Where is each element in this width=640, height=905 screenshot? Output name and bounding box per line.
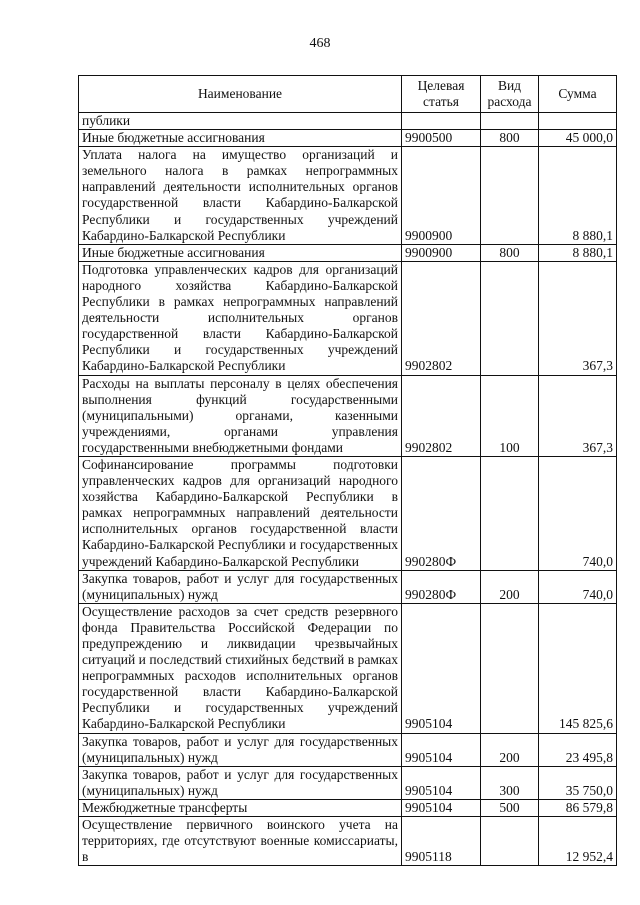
cell-sum: 45 000,0 [539, 130, 617, 147]
cell-code: 9905104 [402, 603, 481, 733]
cell-sum: 8 880,1 [539, 147, 617, 245]
table-row [79, 130, 617, 147]
cell-name: Софинансирование программы подготовки управленческих кадров для организаций народного хозяйства Кабардино-Балкарской Республики в рамках непрограммных направлений деятельности исполнительных органов государственной власти Кабардино-Балкарской Республики и государственных учреждений Кабардино-Балкарской Республики [79, 456, 402, 570]
table-body [79, 113, 617, 866]
table-row [79, 603, 617, 733]
cell-type: 200 [481, 570, 539, 603]
cell-type: 500 [481, 799, 539, 816]
table-row [79, 799, 617, 816]
cell-sum: 8 880,1 [539, 244, 617, 261]
cell-code: 9900500 [402, 130, 481, 147]
cell-sum: 367,3 [539, 375, 617, 456]
cell-code: 9905118 [402, 817, 481, 866]
cell-sum: 740,0 [539, 570, 617, 603]
cell-sum: 740,0 [539, 456, 617, 570]
cell-code: 9902802 [402, 375, 481, 456]
cell-type [481, 113, 539, 130]
table-row [79, 375, 617, 456]
page-number: 468 [309, 36, 331, 51]
cell-sum: 12 952,4 [539, 817, 617, 866]
table-row [79, 570, 617, 603]
cell-type: 200 [481, 733, 539, 766]
cell-name: Иные бюджетные ассигнования [79, 244, 402, 261]
cell-code: 9905104 [402, 799, 481, 816]
cell-code: 9905104 [402, 733, 481, 766]
cell-name: Подготовка управленческих кадров для организаций народного хозяйства Кабардино-Балкарской Республики в рамках непрограммных направлений деятельности исполнительных органов государственной власти Кабардино-Балкарской Республики и государственных учреждений Кабардино-Балкарской Республики [79, 261, 402, 375]
table-row [79, 817, 617, 866]
cell-name: Закупка товаров, работ и услуг для государственных (муниципальных) нужд [79, 733, 402, 766]
cell-code: 9900900 [402, 244, 481, 261]
table-row [79, 113, 617, 130]
cell-sum: 35 750,0 [539, 766, 617, 799]
column-header-sum: Сумма [539, 76, 617, 113]
cell-name: публики [79, 113, 402, 130]
table-row [79, 244, 617, 261]
table-row [79, 766, 617, 799]
cell-type: 800 [481, 244, 539, 261]
column-header-type: Вид расхода [481, 76, 539, 113]
budget-table [78, 75, 617, 866]
cell-name: Осуществление первичного воинского учета на территориях, где отсутствуют военные комиссариаты, в [79, 817, 402, 866]
cell-code: 9902802 [402, 261, 481, 375]
column-header-code: Целевая статья [402, 76, 481, 113]
cell-sum: 86 579,8 [539, 799, 617, 816]
table-row [79, 456, 617, 570]
table-row [79, 147, 617, 245]
cell-name: Иные бюджетные ассигнования [79, 130, 402, 147]
table-row [79, 261, 617, 375]
cell-sum: 145 825,6 [539, 603, 617, 733]
cell-name: Уплата налога на имущество организаций и земельного налога в рамках непрограммных направлений деятельности исполнительных органов государственной власти Кабардино-Балкарской Республики и государственных учреждений Кабардино-Балкарской Республики [79, 147, 402, 245]
cell-sum [539, 113, 617, 130]
cell-name: Межбюджетные трансферты [79, 799, 402, 816]
cell-code: 9900900 [402, 147, 481, 245]
cell-type [481, 603, 539, 733]
cell-type: 800 [481, 130, 539, 147]
cell-code [402, 113, 481, 130]
cell-type: 100 [481, 375, 539, 456]
cell-type [481, 147, 539, 245]
cell-name: Закупка товаров, работ и услуг для государственных (муниципальных) нужд [79, 570, 402, 603]
cell-code: 990280Ф [402, 456, 481, 570]
table-header-row [79, 76, 617, 113]
cell-type [481, 261, 539, 375]
column-header-name: Наименование [79, 76, 402, 113]
cell-code: 990280Ф [402, 570, 481, 603]
cell-type: 300 [481, 766, 539, 799]
cell-name: Закупка товаров, работ и услуг для государственных (муниципальных) нужд [79, 766, 402, 799]
cell-name: Расходы на выплаты персоналу в целях обеспечения выполнения функций государственными (муниципальными) органами, казенными учреждениями, органами управления государственными внебюджетными фондами [79, 375, 402, 456]
table-row [79, 733, 617, 766]
cell-type [481, 456, 539, 570]
cell-type [481, 817, 539, 866]
cell-sum: 367,3 [539, 261, 617, 375]
cell-name: Осуществление расходов за счет средств резервного фонда Правительства Российской Федерации по предупреждению и ликвидации чрезвычайных ситуаций и последствий стихийных бедствий в рамках непрограммных расходов исполнительных органов государственной власти Кабардино-Балкарской Республики и государственных учреждений Кабардино-Балкарской Республики [79, 603, 402, 733]
cell-code: 9905104 [402, 766, 481, 799]
cell-sum: 23 495,8 [539, 733, 617, 766]
